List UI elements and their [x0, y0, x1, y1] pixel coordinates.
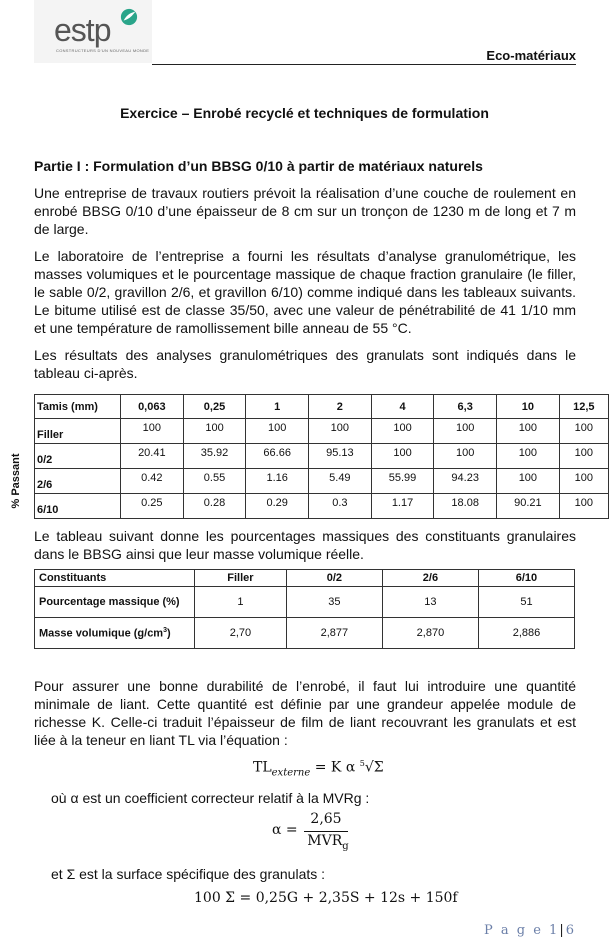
paragraph-mass-table: Le tableau suivant donne les pourcentages massiques des constituants granulaires dans le BBSG ainsi que leur masse volumique réelle. [34, 528, 576, 562]
table-header-cell: 4 [371, 395, 434, 419]
table-cell: 51 [478, 587, 574, 618]
table-cell: 20.41 [121, 444, 184, 469]
table-row [35, 444, 609, 469]
table-cell: 100 [371, 444, 434, 469]
row-label: 2/6 [35, 469, 121, 494]
paragraph-intro: Une entreprise de travaux routiers prévoit la réalisation d’une couche de roulement en enrobé BBSG 0/10 d’une épaisseur de 8 cm sur un tronçon de 1230 m de long et 7 m de large. [34, 185, 576, 237]
leaf-icon [120, 8, 138, 26]
paragraph-sigma: et Σ est la surface spécifique des granulats : [51, 866, 326, 882]
logo-tagline: CONSTRUCTEURS D'UN NOUVEAU MONDE [56, 48, 150, 53]
table-cell: 2,877 [286, 618, 382, 649]
table-cell: 94.23 [434, 469, 497, 494]
table-cell: 100 [497, 469, 560, 494]
table-cell: 100 [309, 419, 372, 444]
estp-logo [34, 0, 152, 63]
table-header-cell: 6,3 [434, 395, 497, 419]
table-cell: 100 [497, 444, 560, 469]
table-row [35, 469, 609, 494]
table-header-cell: 2/6 [382, 570, 478, 587]
table-cell: 18.08 [434, 494, 497, 519]
table-cell: 35 [286, 587, 382, 618]
sigma-equation: 100 Σ = 0,25G + 2,35S + 12s + 150f [194, 890, 458, 906]
exercise-title: Exercice – Enrobé recyclé et techniques de formulation [120, 105, 489, 121]
logo-wordmark: estp [54, 12, 111, 48]
table-cell: 5.49 [309, 469, 372, 494]
table-cell: 0.3 [309, 494, 372, 519]
paragraph-alpha: où α est un coefficient correcteur relatif à la MVRg : [51, 790, 370, 806]
table-cell: 0.28 [183, 494, 246, 519]
table-row [35, 419, 609, 444]
table-header-cell: Constituants [35, 570, 195, 587]
tl-equation: $TL_{externe} = K$ α $^5$√Σ [253, 759, 384, 779]
table-cell: 100 [434, 444, 497, 469]
table-header-cell: 6/10 [478, 570, 574, 587]
table-header-cell: 10 [497, 395, 560, 419]
table-cell: 100 [183, 419, 246, 444]
granulometry-table [34, 394, 609, 519]
header-divider [152, 64, 576, 65]
row-label: Masse volumique $(g/cm^3)$ [35, 618, 195, 649]
paragraph-granulo: Les résultats des analyses granulométriques des granulats sont indiqués dans le tableau ci-après. [34, 347, 576, 381]
table-row [35, 494, 609, 519]
table-header-cell: 1 [246, 395, 309, 419]
table-header-cell: 0,25 [183, 395, 246, 419]
table-cell: 100 [559, 494, 608, 519]
table-cell: 100 [246, 419, 309, 444]
table-cell: 55.99 [371, 469, 434, 494]
page-footer: P a g e 1|6 [483, 923, 576, 938]
table-header-cell: 0/2 [286, 570, 382, 587]
table-cell: 1 [195, 587, 287, 618]
table-header-cell: 0,063 [121, 395, 184, 419]
table-header-row [35, 395, 609, 419]
row-label: 6/10 [35, 494, 121, 519]
table-header-cell: 12,5 [559, 395, 608, 419]
paragraph-lab: Le laboratoire de l’entreprise a fourni les résultats d’analyse granulométrique, les masses volumiques et le pourcentage massique de chaque fraction granulaire (le filler, le sable 0/2, gravillon 2/6, et gravillon 6/10) comme indiqué dans les tableaux suivants. Le bitume utilisé est de classe 35/50, avec une valeur de pénétrabilité de 41 1/10 mm et une température de ramollissement bille anneau de 55 °C. [34, 248, 576, 336]
table-cell: 2,70 [195, 618, 287, 649]
row-label: 0/2 [35, 444, 121, 469]
part-title: Partie I : Formulation d’un BBSG 0/10 à partir de matériaux naturels [34, 158, 483, 174]
table-cell: 100 [559, 444, 608, 469]
table-cell: 13 [382, 587, 478, 618]
table-cell: 2,886 [478, 618, 574, 649]
table-cell: 100 [371, 419, 434, 444]
table-cell: 0.55 [183, 469, 246, 494]
course-header: Eco-matériaux [486, 48, 576, 63]
table-cell: 2,870 [382, 618, 478, 649]
table-row [35, 618, 575, 649]
table-header-cell: 2 [309, 395, 372, 419]
passing-percent-label: % Passant [10, 453, 22, 509]
table-cell: 0.25 [121, 494, 184, 519]
table-cell: 100 [559, 469, 608, 494]
constituents-table [34, 569, 575, 649]
table-row [35, 587, 575, 618]
table-cell: 90.21 [497, 494, 560, 519]
table-cell: 0.29 [246, 494, 309, 519]
table-cell: 100 [121, 419, 184, 444]
row-label: Filler [35, 419, 121, 444]
table-cell: 100 [497, 419, 560, 444]
table-cell: 100 [434, 419, 497, 444]
table-header-cell: Filler [195, 570, 287, 587]
paragraph-richness: Pour assurer une bonne durabilité de l’enrobé, il faut lui introduire une quantité minimale de liant. Cette quantité est définie par une grandeur appelée module de richesse K. Celle-ci traduit l’épaisseur de film de liant recouvrant les granulats et est liée à la teneur en liant TL via l’équation : [34, 678, 576, 748]
table-cell: 0.42 [121, 469, 184, 494]
row-label: Pourcentage massique (%) [35, 587, 195, 618]
table-header-cell: Tamis (mm) [35, 395, 121, 419]
table-cell: 100 [559, 419, 608, 444]
table-header-row [35, 570, 575, 587]
table-cell: 35.92 [183, 444, 246, 469]
table-cell: 1.17 [371, 494, 434, 519]
table-cell: 95.13 [309, 444, 372, 469]
table-cell: 1.16 [246, 469, 309, 494]
table-cell: 66.66 [246, 444, 309, 469]
